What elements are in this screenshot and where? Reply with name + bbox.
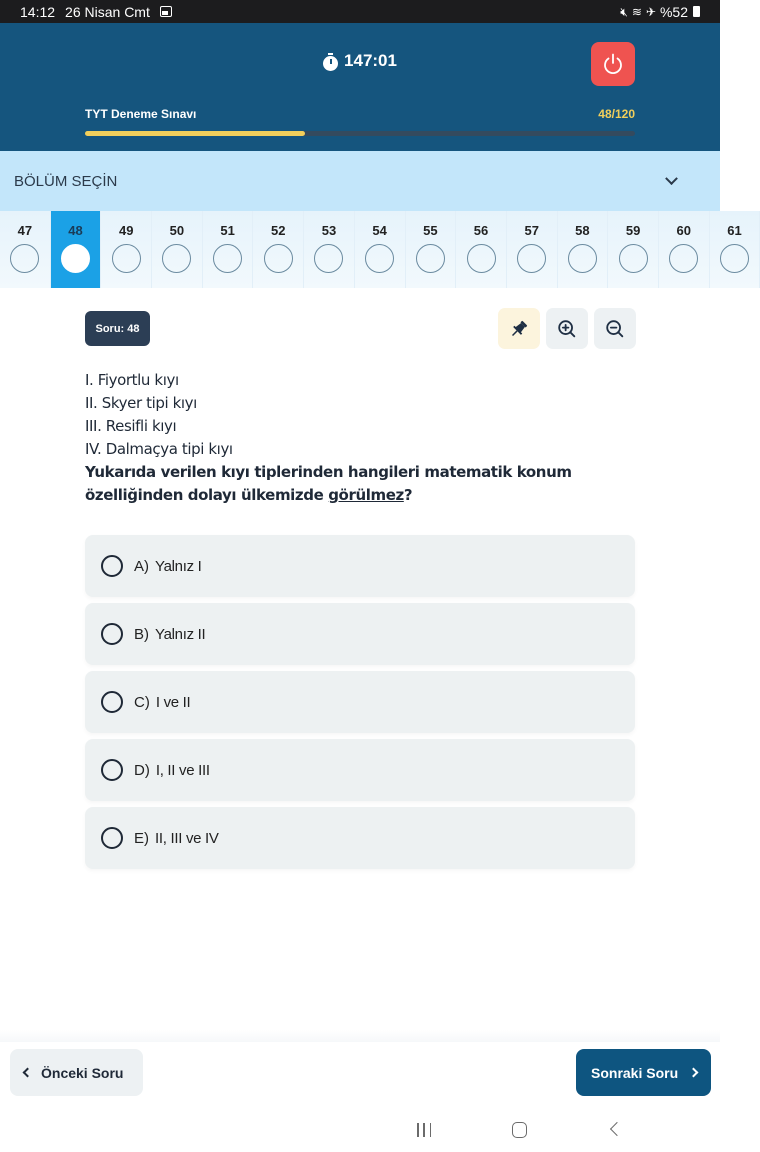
option-letter: C): [134, 693, 150, 711]
question-tab-59[interactable]: [608, 211, 659, 288]
option-text: Yalnız I: [155, 557, 202, 575]
answer-status-circle: [61, 244, 90, 273]
question-tab-49[interactable]: [101, 211, 152, 288]
answer-status-circle: [365, 244, 394, 273]
question-tab-number: 59: [625, 223, 641, 238]
option-text: I, II ve III: [155, 761, 210, 779]
answer-status-circle: [568, 244, 597, 273]
option-text: II, III ve IV: [155, 829, 219, 847]
finish-exam-button[interactable]: [591, 42, 635, 86]
prompt-underlined: görülmez: [328, 486, 404, 504]
question-prompt: [85, 461, 635, 507]
answer-option-d[interactable]: [85, 739, 635, 801]
zoom-in-button[interactable]: [546, 308, 588, 349]
question-tab-number: 55: [423, 223, 438, 238]
statement: II. Skyer tipi kıyı: [85, 394, 197, 412]
exam-header: [0, 23, 720, 151]
option-letter: D): [134, 761, 150, 779]
question-tab-number: 60: [676, 223, 692, 238]
question-tab-number: 48: [68, 223, 83, 238]
option-text: Yalnız II: [155, 625, 206, 643]
prompt-text: Yukarıda verilen kıyı tiplerinden hangileri matematik konum özelliğinden dolayı ülkemizde: [85, 463, 572, 504]
radio-icon[interactable]: [101, 827, 123, 849]
answer-status-circle: [314, 244, 343, 273]
question-tab-number: 53: [321, 223, 337, 238]
zoom-out-button[interactable]: [594, 308, 636, 349]
question-tab-number: 61: [727, 223, 742, 238]
section-select-label: BÖLÜM SEÇİN: [14, 172, 118, 190]
home-icon[interactable]: [512, 1122, 527, 1138]
answer-status-circle: [517, 244, 546, 273]
question-tab-number: 49: [118, 223, 134, 238]
answer-status-circle: [720, 244, 749, 273]
question-tab-52[interactable]: [253, 211, 304, 288]
answer-option-b[interactable]: [85, 603, 635, 665]
question-tab-55[interactable]: [406, 211, 457, 288]
mute-icon: 🔇︎: [620, 4, 628, 19]
question-tab-56[interactable]: [456, 211, 507, 288]
radio-icon[interactable]: [101, 691, 123, 713]
option-letter: E): [134, 829, 149, 847]
question-tab-60[interactable]: [659, 211, 710, 288]
radio-icon[interactable]: [101, 555, 123, 577]
exam-title: TYT Deneme Sınavı: [85, 107, 197, 121]
question-tab-57[interactable]: [507, 211, 558, 288]
timer-value: 147:01: [344, 51, 397, 70]
wifi-icon: ≋: [631, 4, 642, 19]
question-text: [85, 369, 635, 507]
question-tab-number: 54: [372, 223, 387, 238]
back-icon[interactable]: [610, 1122, 624, 1136]
exam-progress-fill: [85, 131, 305, 136]
answer-status-circle: [162, 244, 191, 273]
question-tab-53[interactable]: [304, 211, 355, 288]
question-tab-number: 51: [220, 223, 235, 238]
recent-apps-icon[interactable]: [417, 1123, 431, 1137]
answer-option-e[interactable]: [85, 807, 635, 869]
answer-status-circle: [264, 244, 293, 273]
radio-icon[interactable]: [101, 759, 123, 781]
question-tab-51[interactable]: [203, 211, 254, 288]
chevron-left-icon: [23, 1068, 33, 1078]
chevron-right-icon: [689, 1068, 699, 1078]
battery-icon: [693, 6, 700, 17]
next-question-button[interactable]: [576, 1049, 711, 1096]
status-date: 26 Nisan Cmt: [65, 3, 150, 20]
question-tab-58[interactable]: [558, 211, 609, 288]
answer-option-c[interactable]: [85, 671, 635, 733]
question-tab-number: 52: [271, 223, 286, 238]
option-letter: B): [134, 625, 149, 643]
question-tab-number: 57: [524, 223, 539, 238]
answer-options: [85, 535, 635, 875]
zoom-out-icon: [604, 318, 626, 340]
question-tab-number: 56: [473, 223, 489, 238]
answer-option-a[interactable]: [85, 535, 635, 597]
question-tab-54[interactable]: [355, 211, 406, 288]
prompt-end: ?: [403, 486, 413, 504]
stopwatch-icon: [323, 53, 338, 70]
question-progress-count: 48/120: [598, 107, 635, 121]
system-nav-bar: [0, 1108, 720, 1152]
option-letter: A): [134, 557, 149, 575]
question-number-badge: Soru: 48: [85, 311, 150, 346]
next-question-label: Sonraki Soru: [591, 1064, 679, 1081]
statement: I. Fiyortlu kıyı: [85, 371, 179, 389]
radio-icon[interactable]: [101, 623, 123, 645]
question-tab-47[interactable]: [0, 211, 51, 288]
exam-progress-bar: [85, 131, 635, 136]
zoom-in-icon: [556, 318, 578, 340]
pin-question-button[interactable]: [498, 308, 540, 349]
chevron-down-icon: [665, 172, 678, 185]
airplane-icon: ✈: [645, 4, 656, 19]
answer-status-circle: [112, 244, 141, 273]
footer-divider: [0, 1030, 720, 1042]
statement: III. Resifli kıyı: [85, 417, 177, 435]
question-tab-number: 58: [575, 223, 590, 238]
answer-status-circle: [10, 244, 39, 273]
answer-status-circle: [416, 244, 445, 273]
answer-status-circle: [669, 244, 698, 273]
question-tab-number: 47: [17, 223, 33, 238]
battery-percent: %52: [659, 3, 688, 20]
option-text: I ve II: [155, 693, 191, 711]
pin-icon: [508, 318, 530, 340]
status-bar: [0, 0, 720, 23]
answer-status-circle: [213, 244, 242, 273]
status-time: 14:12: [20, 3, 56, 20]
previous-question-button[interactable]: [10, 1049, 143, 1096]
question-tab-48[interactable]: [51, 211, 102, 288]
statement: IV. Dalmaçya tipi kıyı: [85, 440, 233, 458]
question-tab-50[interactable]: [152, 211, 203, 288]
answer-status-circle: [619, 244, 648, 273]
question-tab-61[interactable]: [710, 211, 760, 288]
question-navigator[interactable]: [0, 211, 742, 288]
power-icon: [601, 52, 625, 76]
previous-question-label: Önceki Soru: [41, 1064, 124, 1081]
answer-status-circle: [467, 244, 496, 273]
section-select-dropdown[interactable]: [0, 151, 720, 211]
gallery-icon: [160, 6, 172, 17]
question-tab-number: 50: [169, 223, 185, 238]
